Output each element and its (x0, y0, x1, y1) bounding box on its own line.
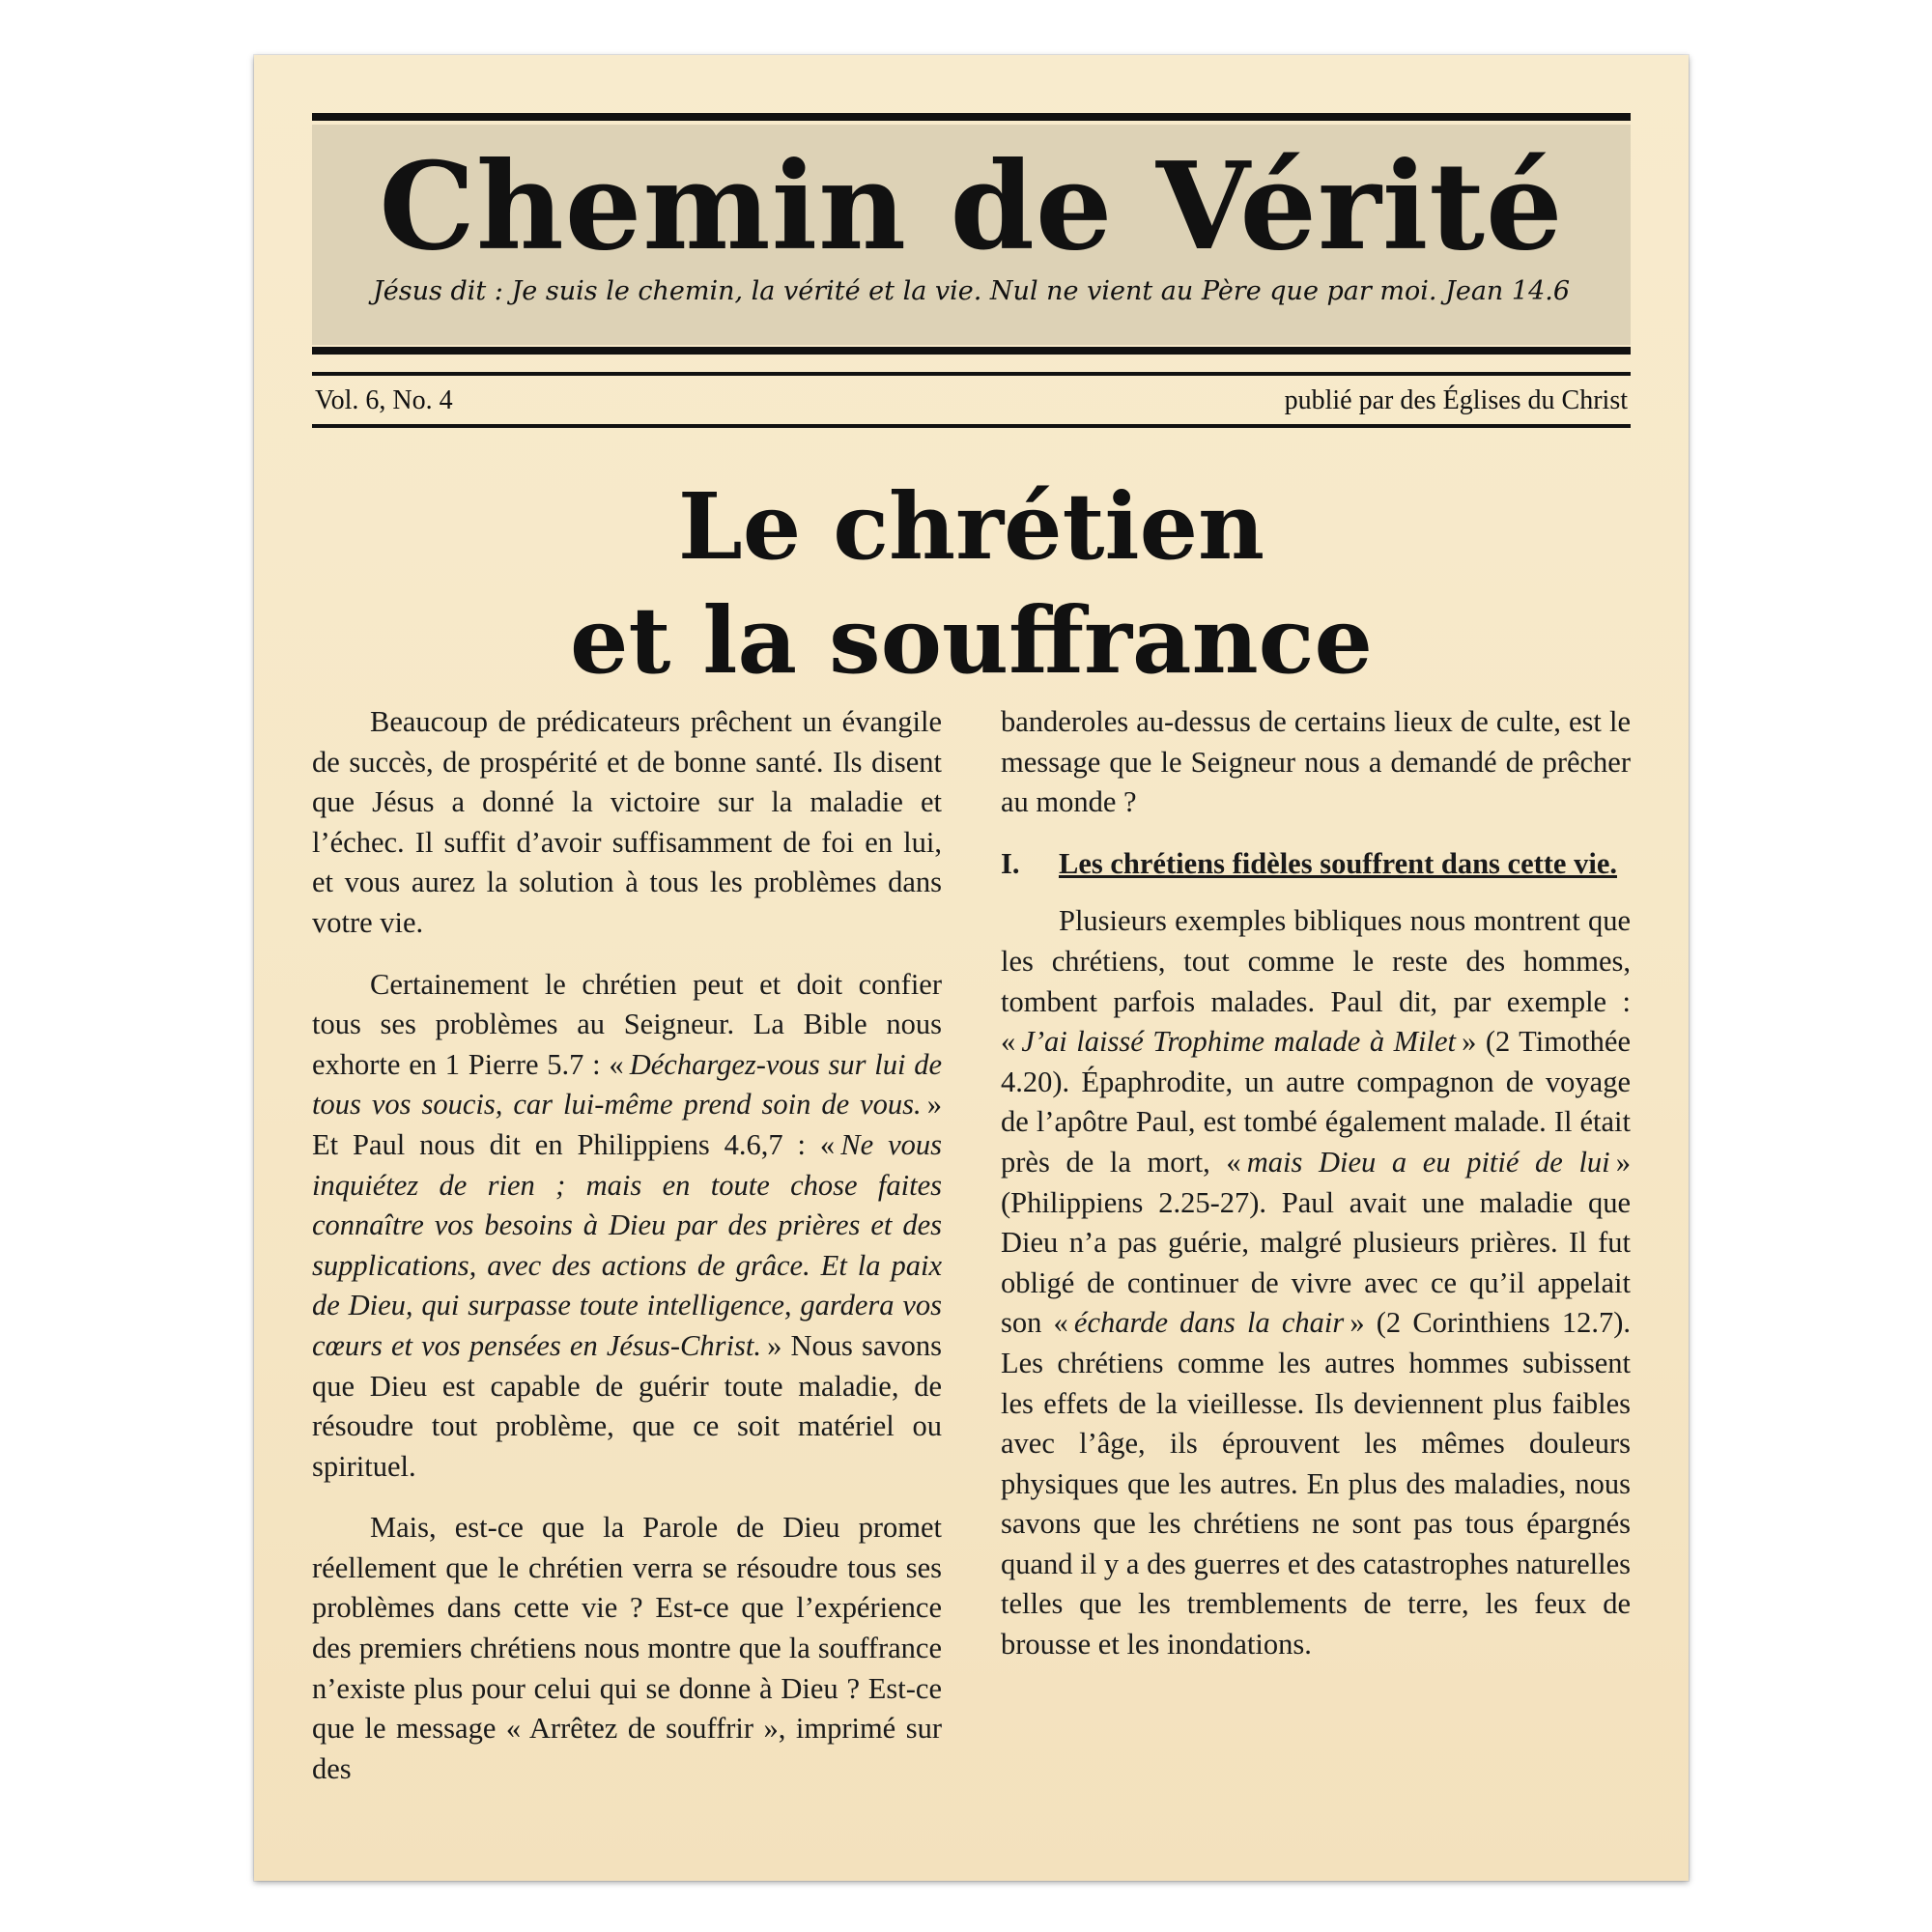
quote-echarde: écharde dans la chair (1073, 1306, 1345, 1340)
volume-number: Vol. 6, No. 4 (315, 385, 453, 415)
masthead-top-rule (312, 113, 1631, 121)
paragraph-scripture (312, 965, 942, 1488)
text-run: » (Philippiens 2.25-27). Paul avait une maladie que Dieu n’a pas guérie, malgré plusieurs prières. Il fut obligé de continuer de vivre avec ce qu’il appelait son « (1001, 1145, 1632, 1340)
newsletter-page (254, 55, 1689, 1881)
headline-line-1: Le chrétien (677, 473, 1265, 581)
paragraph-continued: banderoles au-dessus de certains lieux de culte, est le message que le Seigneur nous a demandé de prêcher au monde ? (1001, 705, 1631, 819)
section-number: I. (1001, 846, 1020, 880)
info-rule-bottom (312, 424, 1631, 428)
newsletter-title: Chemin de Vérité (379, 136, 1564, 277)
paragraph-question: Mais, est-ce que la Parole de Dieu promet réellement que le chrétien verra se résoudre tous ses problèmes dans cette vie ? Est-ce que l’expérience des premiers chrétiens nous montre que la souffrance n’existe plus pour celui qui se donne à Dieu ? Est-ce que le message « Arrêtez de souffrir », imprimé sur des (312, 1511, 942, 1785)
text-run: » Nous savons que Dieu est capable de guérir toute maladie, de résoudre tout problème, que ce soit matériel ou spirituel. (312, 1328, 942, 1483)
text-run: » (2 Timothée 4.20). Épaphrodite, un autre compagnon de voyage de l’apôtre Paul, est tombé également malade. Il était près de la mort, « (1001, 1025, 1631, 1179)
headline-line-2: et la souffrance (570, 587, 1373, 695)
quote-philippiens: Ne vous inquiétez de rien ; mais en toute chose faites connaître vos besoins à Dieu par des prières et des supplications, avec des actions de grâce. Et la paix de Dieu, qui surpasse toute intelligence, gardera vos cœurs et vos pensées en Jésus-Christ. (312, 1127, 942, 1362)
text-run: » (2 Corinthiens 12.7). Les chrétiens comme les autres hommes subissent les effets de la vieillesse. Ils deviennent plus faibles avec l’âge, ils éprouvent les mêmes douleurs physiques que les autres. En plus des maladies, nous savons que les chrétiens ne sont pas tous épargnés quand il y a des guerres et des catastrophes naturelles telles que les tremblements de terre, les feux de brousse et les inondations. (1001, 1306, 1631, 1662)
issue-info-bar (312, 382, 1631, 420)
text-run: » Et Paul nous dit en Philippiens 4.6,7 : « (312, 1088, 942, 1161)
paragraph-intro: Beaucoup de prédicateurs prêchent un évangile de succès, de prospérité et de bonne santé. Ils disent que Jésus a donné la victoire sur la maladie et l’échec. Il suffit d’avoir suffisamment de foi en lui, et vous aurez la solution à tous les problèmes dans votre vie. (312, 705, 942, 939)
article-headline (254, 470, 1689, 698)
publisher-line: publié par des Églises du Christ (1284, 385, 1628, 415)
quote-1-pierre: Déchargez-vous sur lui de tous vos soucis, car lui-même prend soin de vous. (312, 1047, 942, 1122)
article-column-left (312, 702, 942, 1810)
quote-epaphrodite: mais Dieu a eu pitié de lui (1246, 1145, 1610, 1179)
paragraph-examples (1001, 901, 1631, 1664)
text-run: Certainement le chrétien peut et doit confier tous ses problèmes au Seigneur. La Bible nous exhorte en 1 Pierre 5.7 : « (312, 967, 942, 1081)
section-title: Les chrétiens fidèles souffrent dans cette vie. (1059, 846, 1617, 880)
quote-trophime: J’ai laissé Trophime malade à Milet (1021, 1025, 1456, 1059)
masthead-bottom-rule (312, 347, 1631, 355)
info-rule-top (312, 372, 1631, 376)
article-column-right (1001, 702, 1631, 1687)
section-heading (1001, 844, 1631, 885)
newsletter-tagline: Jésus dit : Je suis le chemin, la vérité et la vie. Nul ne vient au Père que par moi. Jean 14.6 (372, 276, 1571, 306)
text-run: Plusieurs exemples bibliques nous montrent que les chrétiens, tout comme le reste des hommes, tombent parfois malades. Paul dit, par exemple : « (1001, 904, 1631, 1059)
